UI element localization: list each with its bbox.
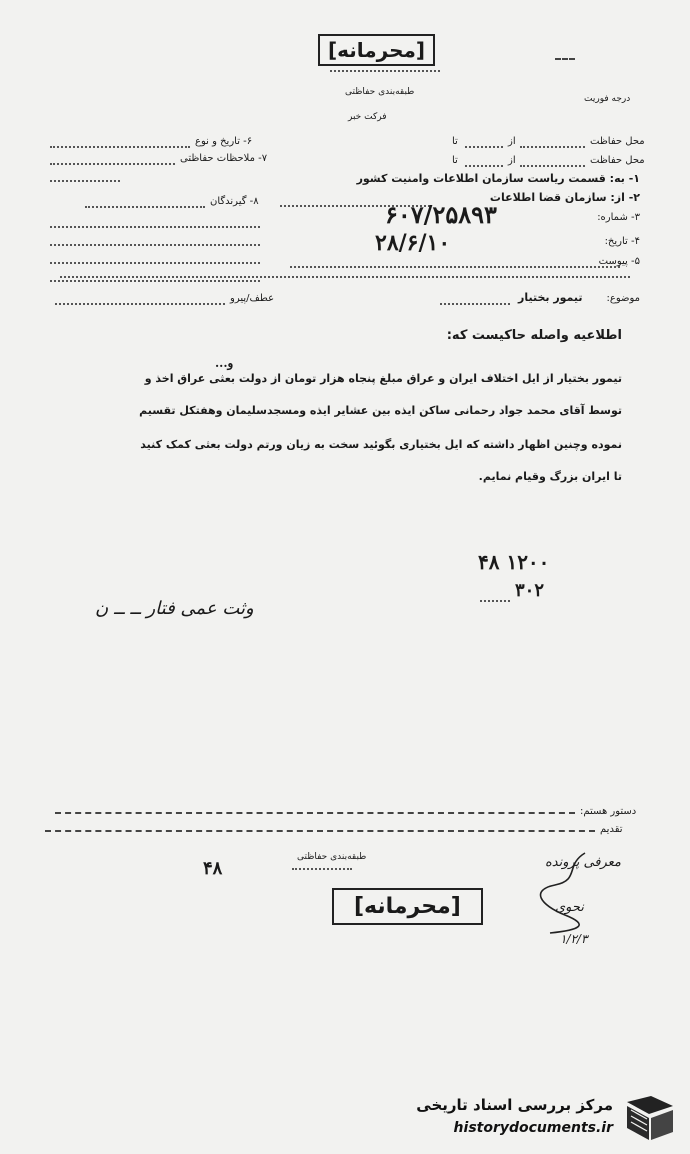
book-icon: [619, 1092, 679, 1144]
signature-note-1: معرفی پرونده: [545, 855, 621, 870]
right-row1-mid: از: [508, 136, 516, 147]
body-line-5: تا ایران بزرگ وقیام نمایم.: [478, 470, 622, 483]
decision-label: دستور هستم:: [580, 806, 637, 817]
top-stamp-underline: [330, 70, 440, 72]
right-row1-end: تا: [452, 136, 458, 147]
left-extra-line: [50, 180, 120, 182]
left-line-c: [50, 262, 260, 264]
footer-classification-label: طبقه‌بندی حفاظتی: [297, 852, 367, 862]
handwritten-above: و...: [215, 356, 234, 370]
left-field-8: ۸- گیرندگان: [210, 196, 259, 207]
left-field-6-line: [50, 146, 190, 148]
right-row2-label: محل حفاظت: [590, 155, 645, 166]
right-row1-line2: [465, 146, 503, 148]
subject-label: موضوع:: [606, 293, 640, 304]
left-field-7: ۷- ملاحظات حفاظتی: [180, 153, 268, 164]
signature-line: وثت عمی فتار ــ ــ ن: [95, 598, 254, 619]
subject-line: [440, 303, 510, 305]
signature-note-3: ۱/۲/۳: [560, 932, 588, 946]
left-field-6: ۶- تاریخ و نوع: [195, 136, 253, 147]
body-line-3: توسط آقای محمد جواد رحمانی ساکن ایذه بین عشایر ایذه ومسجدسلیمان وهفتکل تقسیم: [139, 404, 622, 417]
urgency-label: درجه فوریت: [584, 94, 631, 104]
top-classification-stamp: [محرمانه]: [318, 34, 435, 66]
right-row2-line: [520, 165, 585, 167]
divider-line: [60, 276, 630, 278]
right-row1-label: محل حفاظت: [590, 136, 645, 147]
signature-scribble: [535, 845, 590, 935]
notes-line: [45, 830, 595, 832]
followup-label: عطف/پیرو: [230, 293, 275, 304]
bottom-classification-stamp: [محرمانه]: [332, 888, 483, 925]
left-field-7-line: [50, 163, 175, 165]
attach-label: ۵- پیوست: [598, 256, 640, 267]
right-row2-mid: از: [508, 155, 516, 166]
subject-value: تیمور بختیار: [518, 291, 583, 304]
date-label: ۴- تاریخ:: [604, 236, 640, 247]
body-line-2: تیمور بختیار از ایل اختلاف ایران و عراق مبلغ پنجاه هزار تومان از دولت بعثی عراق اخذ و: [144, 372, 622, 385]
hand-sub-dots: [480, 600, 510, 602]
classification-label: طبقه‌بندی حفاظتی: [345, 87, 415, 97]
attach-line: [290, 266, 620, 268]
right-row2-line2: [465, 165, 503, 167]
watermark-logo: [405, 1092, 683, 1144]
body-line-1: اطلاعیه واصله حاکیست که:: [446, 328, 622, 343]
date-value: ۲۸/۶/۱۰: [375, 230, 451, 256]
decision-line: [55, 812, 575, 814]
body-line-4: نموده وچنین اظهار داشته که ایل بختیاری بگوئید سخت به زیان ورتم دولت بعثی کمک کنید: [140, 438, 622, 451]
watermark-url: historydocuments.ir: [453, 1120, 613, 1136]
notes-label: تقدیم: [600, 824, 623, 835]
left-line-b: [50, 244, 260, 246]
page-number: ۴۸: [203, 858, 223, 879]
hand-number: ۴۸ ۱۲۰۰: [478, 550, 550, 574]
left-line-a: [50, 226, 260, 228]
top-right-dash: [555, 58, 575, 60]
right-row1-line: [520, 146, 585, 148]
signature-note-2: نحوی: [555, 900, 584, 915]
number-value: ۶۰۷/۲۵۸۹۳: [385, 200, 497, 229]
number-label: ۳- شماره:: [597, 212, 640, 223]
followup-line: [55, 303, 225, 305]
from-line: ۲- از: سازمان قضا اطلاعات: [489, 191, 640, 204]
footer-classification-line: [292, 868, 352, 870]
dispatch-label: فرکت خبر: [348, 112, 387, 122]
hand-sub: ۳۰۲: [515, 580, 545, 601]
right-row2-end: تا: [452, 155, 458, 166]
to-line: ۱- به: قسمت ریاست سازمان اطلاعات وامنیت کشور: [356, 172, 640, 185]
watermark-title: مرکز بررسی اسناد تاریخی: [416, 1096, 613, 1114]
left-field-8-line: [85, 206, 205, 208]
left-line-d: [50, 280, 260, 282]
